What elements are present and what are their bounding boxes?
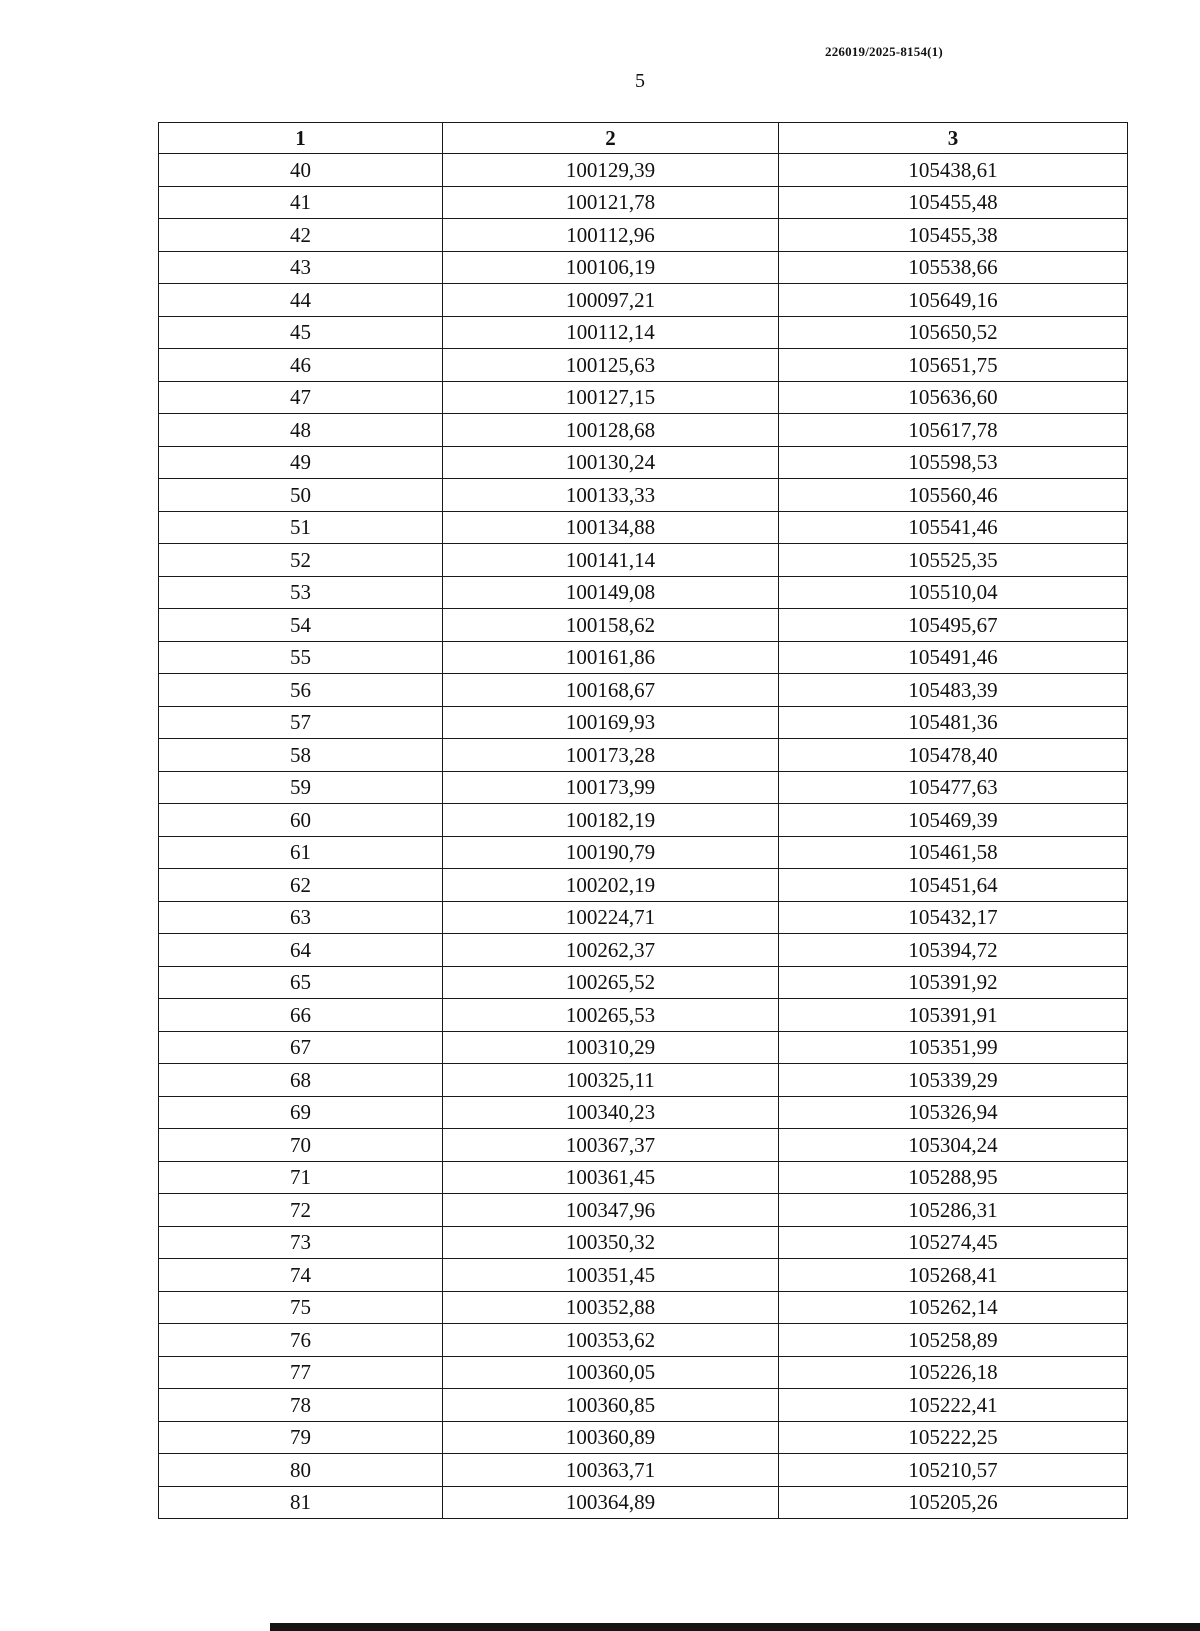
table-row [159, 966, 1128, 999]
table-row [159, 1421, 1128, 1454]
x-coordinate-cell: 100224,71 [443, 901, 779, 934]
y-coordinate-cell: 105477,63 [779, 771, 1128, 804]
x-coordinate-cell: 100350,32 [443, 1226, 779, 1259]
table-row [159, 511, 1128, 544]
point-number-cell: 53 [159, 576, 443, 609]
y-coordinate-cell: 105483,39 [779, 674, 1128, 707]
point-number-cell: 77 [159, 1356, 443, 1389]
table-header [159, 123, 1128, 154]
table-row [159, 706, 1128, 739]
y-coordinate-cell: 105394,72 [779, 934, 1128, 967]
y-coordinate-cell: 105226,18 [779, 1356, 1128, 1389]
x-coordinate-cell: 100265,52 [443, 966, 779, 999]
x-coordinate-cell: 100367,37 [443, 1129, 779, 1162]
table-row [159, 1454, 1128, 1487]
y-coordinate-cell: 105268,41 [779, 1259, 1128, 1292]
table-row [159, 414, 1128, 447]
point-number-cell: 48 [159, 414, 443, 447]
point-number-cell: 81 [159, 1486, 443, 1519]
column-header-3: 3 [779, 123, 1128, 154]
x-coordinate-cell: 100112,96 [443, 219, 779, 252]
table-row [159, 576, 1128, 609]
x-coordinate-cell: 100364,89 [443, 1486, 779, 1519]
x-coordinate-cell: 100158,62 [443, 609, 779, 642]
x-coordinate-cell: 100361,45 [443, 1161, 779, 1194]
point-number-cell: 66 [159, 999, 443, 1032]
y-coordinate-cell: 105351,99 [779, 1031, 1128, 1064]
y-coordinate-cell: 105262,14 [779, 1291, 1128, 1324]
x-coordinate-cell: 100106,19 [443, 251, 779, 284]
y-coordinate-cell: 105651,75 [779, 349, 1128, 382]
header-row [159, 123, 1128, 154]
x-coordinate-cell: 100173,28 [443, 739, 779, 772]
y-coordinate-cell: 105438,61 [779, 154, 1128, 187]
y-coordinate-cell: 105451,64 [779, 869, 1128, 902]
table-row [159, 219, 1128, 252]
x-coordinate-cell: 100310,29 [443, 1031, 779, 1064]
point-number-cell: 57 [159, 706, 443, 739]
point-number-cell: 41 [159, 186, 443, 219]
x-coordinate-cell: 100353,62 [443, 1324, 779, 1357]
table-row [159, 1389, 1128, 1422]
y-coordinate-cell: 105339,29 [779, 1064, 1128, 1097]
y-coordinate-cell: 105510,04 [779, 576, 1128, 609]
y-coordinate-cell: 105617,78 [779, 414, 1128, 447]
table-row [159, 934, 1128, 967]
column-header-2: 2 [443, 123, 779, 154]
x-coordinate-cell: 100161,86 [443, 641, 779, 674]
table-row [159, 1324, 1128, 1357]
point-number-cell: 67 [159, 1031, 443, 1064]
y-coordinate-cell: 105326,94 [779, 1096, 1128, 1129]
table-row [159, 771, 1128, 804]
table-row [159, 1161, 1128, 1194]
table-row [159, 186, 1128, 219]
table-row [159, 836, 1128, 869]
point-number-cell: 43 [159, 251, 443, 284]
y-coordinate-cell: 105538,66 [779, 251, 1128, 284]
y-coordinate-cell: 105481,36 [779, 706, 1128, 739]
x-coordinate-cell: 100190,79 [443, 836, 779, 869]
x-coordinate-cell: 100265,53 [443, 999, 779, 1032]
table-row [159, 284, 1128, 317]
table-row [159, 479, 1128, 512]
point-number-cell: 61 [159, 836, 443, 869]
x-coordinate-cell: 100128,68 [443, 414, 779, 447]
x-coordinate-cell: 100129,39 [443, 154, 779, 187]
point-number-cell: 72 [159, 1194, 443, 1227]
x-coordinate-cell: 100352,88 [443, 1291, 779, 1324]
table-row [159, 1096, 1128, 1129]
point-number-cell: 74 [159, 1259, 443, 1292]
point-number-cell: 49 [159, 446, 443, 479]
table-row [159, 1486, 1128, 1519]
table-row [159, 154, 1128, 187]
point-number-cell: 65 [159, 966, 443, 999]
x-coordinate-cell: 100363,71 [443, 1454, 779, 1487]
x-coordinate-cell: 100133,33 [443, 479, 779, 512]
point-number-cell: 64 [159, 934, 443, 967]
point-number-cell: 47 [159, 381, 443, 414]
y-coordinate-cell: 105636,60 [779, 381, 1128, 414]
x-coordinate-cell: 100340,23 [443, 1096, 779, 1129]
table-row [159, 1226, 1128, 1259]
table-row [159, 1259, 1128, 1292]
point-number-cell: 75 [159, 1291, 443, 1324]
table-row [159, 349, 1128, 382]
x-coordinate-cell: 100360,85 [443, 1389, 779, 1422]
x-coordinate-cell: 100325,11 [443, 1064, 779, 1097]
x-coordinate-cell: 100127,15 [443, 381, 779, 414]
point-number-cell: 55 [159, 641, 443, 674]
point-number-cell: 42 [159, 219, 443, 252]
point-number-cell: 80 [159, 1454, 443, 1487]
x-coordinate-cell: 100202,19 [443, 869, 779, 902]
y-coordinate-cell: 105469,39 [779, 804, 1128, 837]
coordinates-table [158, 122, 1128, 1519]
point-number-cell: 79 [159, 1421, 443, 1454]
x-coordinate-cell: 100169,93 [443, 706, 779, 739]
y-coordinate-cell: 105495,67 [779, 609, 1128, 642]
y-coordinate-cell: 105491,46 [779, 641, 1128, 674]
y-coordinate-cell: 105222,41 [779, 1389, 1128, 1422]
y-coordinate-cell: 105560,46 [779, 479, 1128, 512]
point-number-cell: 62 [159, 869, 443, 902]
table-row [159, 316, 1128, 349]
table-row [159, 251, 1128, 284]
y-coordinate-cell: 105286,31 [779, 1194, 1128, 1227]
table-row [159, 1129, 1128, 1162]
column-header-1: 1 [159, 123, 443, 154]
x-coordinate-cell: 100262,37 [443, 934, 779, 967]
x-coordinate-cell: 100112,14 [443, 316, 779, 349]
x-coordinate-cell: 100360,05 [443, 1356, 779, 1389]
y-coordinate-cell: 105525,35 [779, 544, 1128, 577]
point-number-cell: 52 [159, 544, 443, 577]
point-number-cell: 54 [159, 609, 443, 642]
y-coordinate-cell: 105432,17 [779, 901, 1128, 934]
y-coordinate-cell: 105304,24 [779, 1129, 1128, 1162]
page-number: 5 [635, 70, 645, 92]
document-id: 226019/2025-8154(1) [825, 44, 943, 59]
y-coordinate-cell: 105210,57 [779, 1454, 1128, 1487]
table-body [159, 154, 1128, 1519]
y-coordinate-cell: 105258,89 [779, 1324, 1128, 1357]
y-coordinate-cell: 105478,40 [779, 739, 1128, 772]
point-number-cell: 76 [159, 1324, 443, 1357]
point-number-cell: 60 [159, 804, 443, 837]
x-coordinate-cell: 100097,21 [443, 284, 779, 317]
x-coordinate-cell: 100182,19 [443, 804, 779, 837]
x-coordinate-cell: 100173,99 [443, 771, 779, 804]
y-coordinate-cell: 105455,48 [779, 186, 1128, 219]
y-coordinate-cell: 105222,25 [779, 1421, 1128, 1454]
point-number-cell: 45 [159, 316, 443, 349]
table-row [159, 609, 1128, 642]
y-coordinate-cell: 105541,46 [779, 511, 1128, 544]
y-coordinate-cell: 105274,45 [779, 1226, 1128, 1259]
x-coordinate-cell: 100130,24 [443, 446, 779, 479]
table-row [159, 544, 1128, 577]
table-row [159, 641, 1128, 674]
point-number-cell: 71 [159, 1161, 443, 1194]
x-coordinate-cell: 100141,14 [443, 544, 779, 577]
point-number-cell: 50 [159, 479, 443, 512]
point-number-cell: 68 [159, 1064, 443, 1097]
y-coordinate-cell: 105461,58 [779, 836, 1128, 869]
x-coordinate-cell: 100125,63 [443, 349, 779, 382]
x-coordinate-cell: 100168,67 [443, 674, 779, 707]
point-number-cell: 51 [159, 511, 443, 544]
point-number-cell: 59 [159, 771, 443, 804]
x-coordinate-cell: 100121,78 [443, 186, 779, 219]
y-coordinate-cell: 105455,38 [779, 219, 1128, 252]
y-coordinate-cell: 105205,26 [779, 1486, 1128, 1519]
x-coordinate-cell: 100360,89 [443, 1421, 779, 1454]
table-row [159, 739, 1128, 772]
point-number-cell: 58 [159, 739, 443, 772]
point-number-cell: 46 [159, 349, 443, 382]
scan-edge-bar [270, 1623, 1200, 1631]
y-coordinate-cell: 105650,52 [779, 316, 1128, 349]
table-row [159, 381, 1128, 414]
table-row [159, 804, 1128, 837]
point-number-cell: 44 [159, 284, 443, 317]
table-row [159, 869, 1128, 902]
table-row [159, 1356, 1128, 1389]
y-coordinate-cell: 105391,91 [779, 999, 1128, 1032]
point-number-cell: 73 [159, 1226, 443, 1259]
table-row [159, 446, 1128, 479]
table-row [159, 999, 1128, 1032]
point-number-cell: 40 [159, 154, 443, 187]
point-number-cell: 78 [159, 1389, 443, 1422]
point-number-cell: 70 [159, 1129, 443, 1162]
point-number-cell: 56 [159, 674, 443, 707]
y-coordinate-cell: 105649,16 [779, 284, 1128, 317]
x-coordinate-cell: 100351,45 [443, 1259, 779, 1292]
y-coordinate-cell: 105391,92 [779, 966, 1128, 999]
x-coordinate-cell: 100347,96 [443, 1194, 779, 1227]
y-coordinate-cell: 105598,53 [779, 446, 1128, 479]
table-row [159, 1194, 1128, 1227]
point-number-cell: 69 [159, 1096, 443, 1129]
x-coordinate-cell: 100134,88 [443, 511, 779, 544]
table-row [159, 1291, 1128, 1324]
table-row [159, 674, 1128, 707]
table-row [159, 1064, 1128, 1097]
table-row [159, 901, 1128, 934]
x-coordinate-cell: 100149,08 [443, 576, 779, 609]
point-number-cell: 63 [159, 901, 443, 934]
table-row [159, 1031, 1128, 1064]
y-coordinate-cell: 105288,95 [779, 1161, 1128, 1194]
